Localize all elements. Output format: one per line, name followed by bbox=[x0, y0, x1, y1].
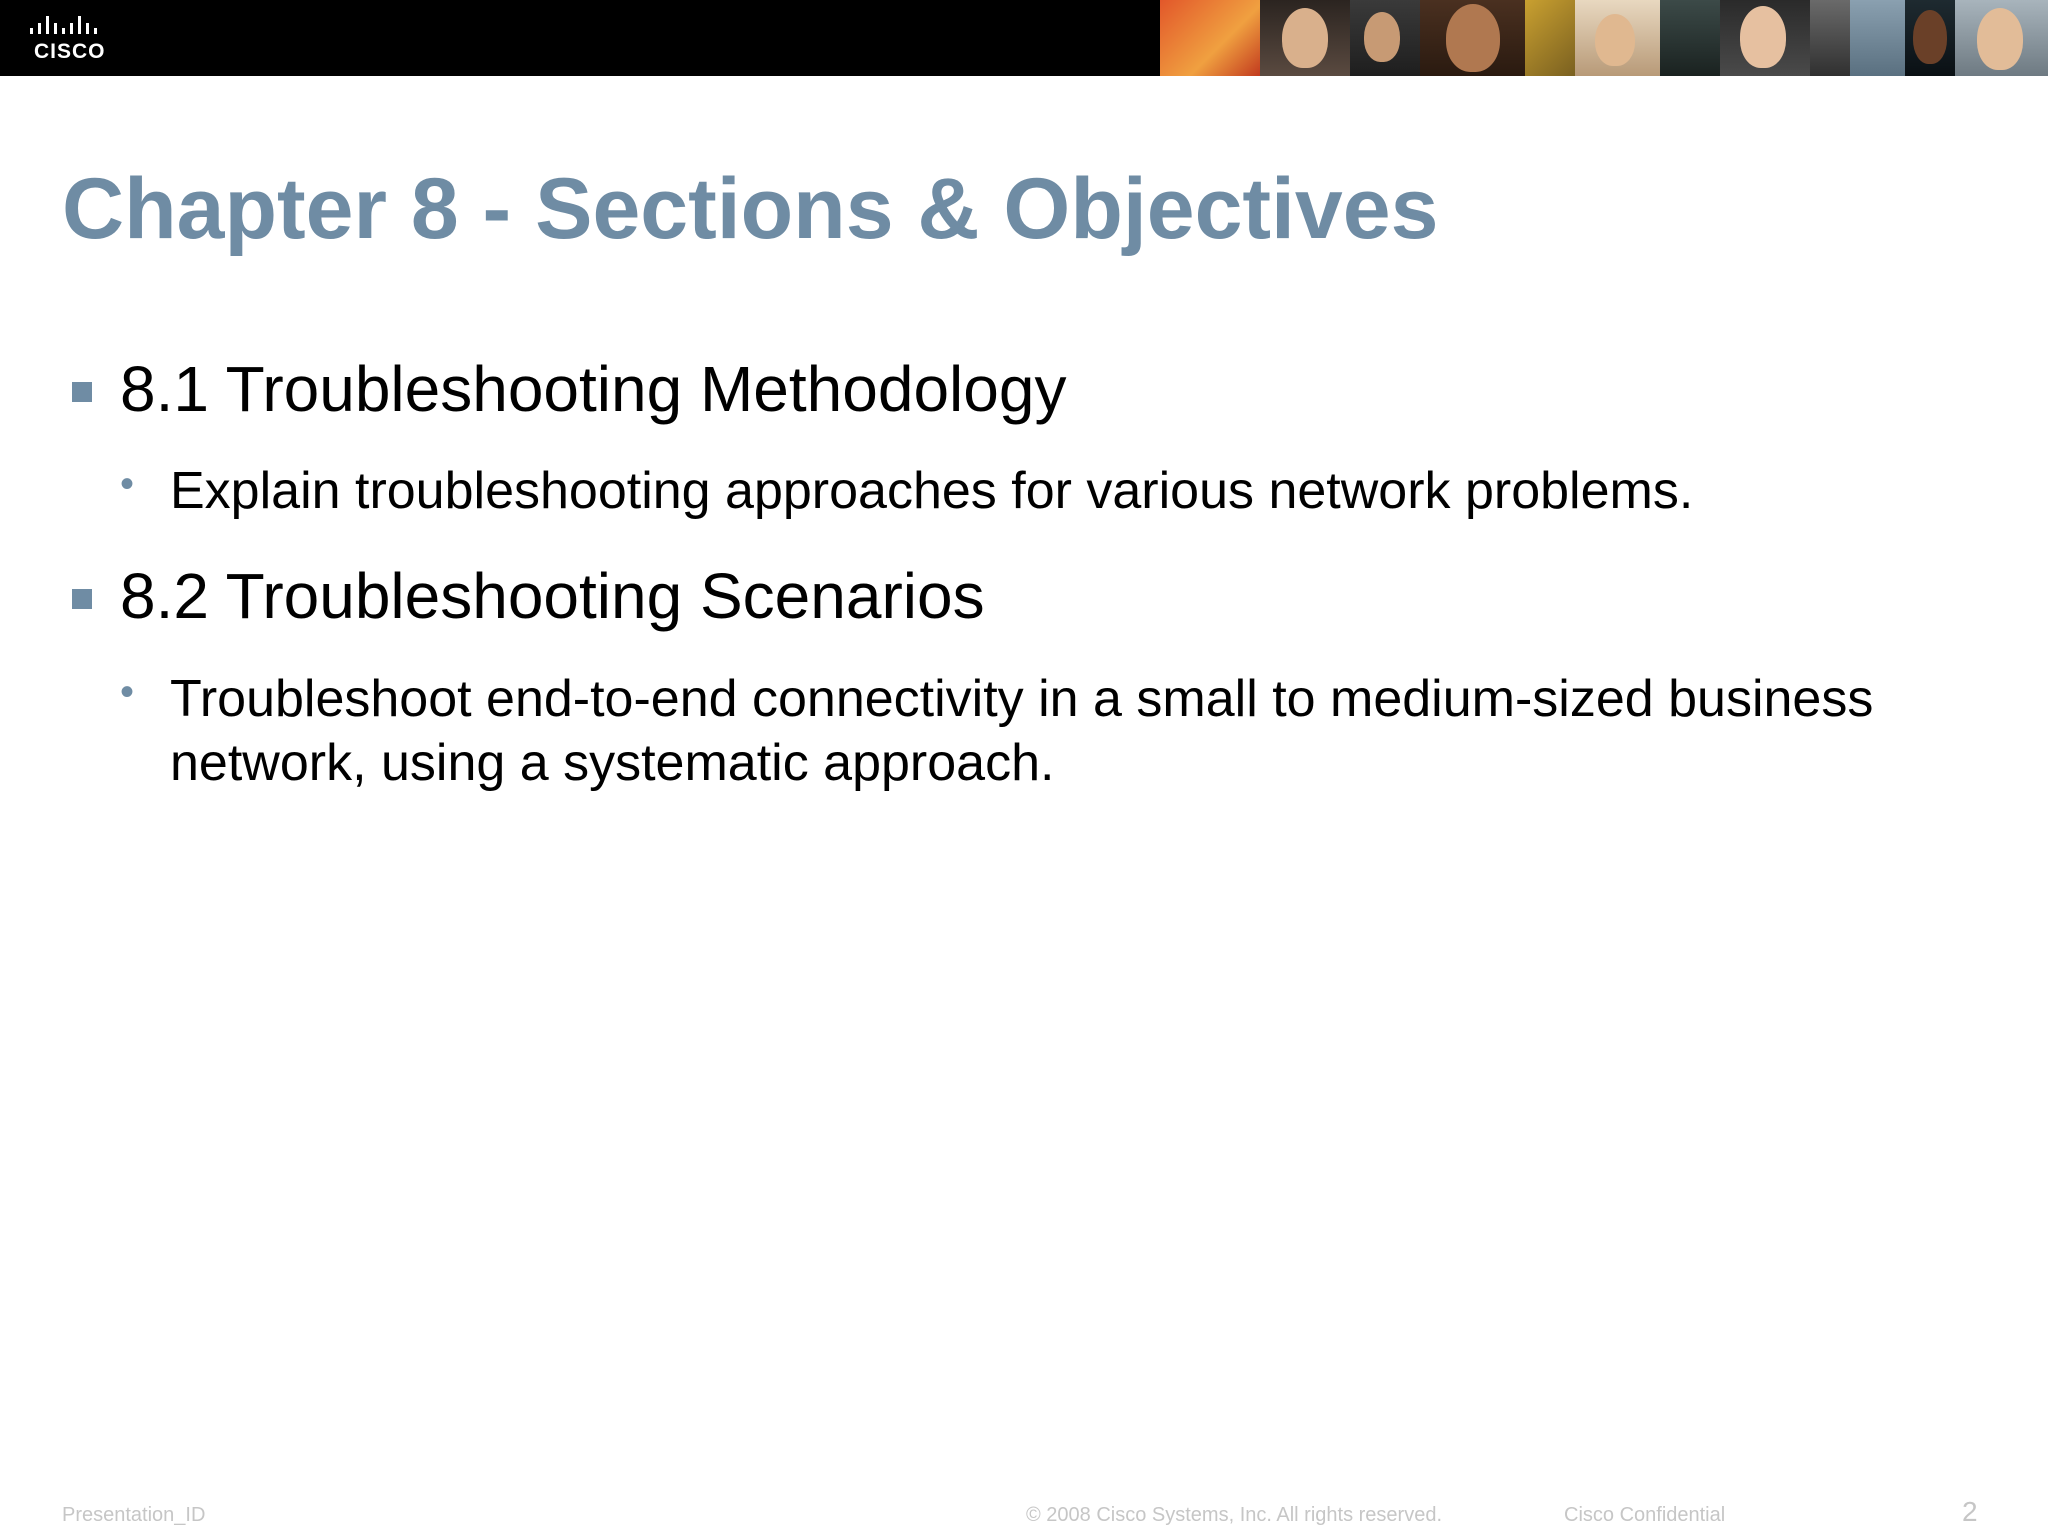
dot-bullet-icon: • bbox=[120, 670, 135, 714]
page-number: 2 bbox=[1962, 1496, 1978, 1527]
section-heading: 8.2 Troubleshooting Scenarios bbox=[120, 560, 985, 632]
cisco-bridge-icon bbox=[30, 14, 110, 38]
section-heading: 8.1 Troubleshooting Methodology bbox=[120, 353, 1067, 425]
header-photo bbox=[1350, 0, 1420, 76]
header-photo bbox=[1810, 0, 1850, 76]
header-photo bbox=[1850, 0, 1905, 76]
header-photo bbox=[1575, 0, 1660, 76]
square-bullet-icon bbox=[72, 382, 92, 402]
footer-copyright: © 2008 Cisco Systems, Inc. All rights reserved. bbox=[1026, 1504, 1443, 1526]
header-photo bbox=[1660, 0, 1720, 76]
header-photo bbox=[1720, 0, 1810, 76]
cisco-wordmark: CISCO bbox=[34, 40, 106, 63]
header-photo bbox=[1260, 0, 1350, 76]
header-photo bbox=[1955, 0, 2048, 76]
section-objective: Troubleshoot end-to-end connectivity in a small to medium-sized business network, using a systematic approach. bbox=[170, 670, 1874, 792]
square-bullet-icon bbox=[72, 589, 92, 609]
header-photo bbox=[1525, 0, 1575, 76]
section-objective: Explain troubleshooting approaches for various network problems. bbox=[170, 462, 1694, 520]
header-photo bbox=[1160, 0, 1260, 76]
header-photo bbox=[1905, 0, 1955, 76]
header-photo bbox=[1420, 0, 1525, 76]
cisco-logo bbox=[30, 14, 120, 64]
header-photo-strip bbox=[1160, 0, 2048, 76]
dot-bullet-icon: • bbox=[120, 462, 135, 506]
footer-presentation-id: Presentation_ID bbox=[62, 1504, 206, 1526]
slide-title: Chapter 8 - Sections & Objectives bbox=[62, 161, 1439, 257]
header-bar bbox=[0, 0, 2048, 76]
footer-confidential: Cisco Confidential bbox=[1564, 1504, 1726, 1526]
